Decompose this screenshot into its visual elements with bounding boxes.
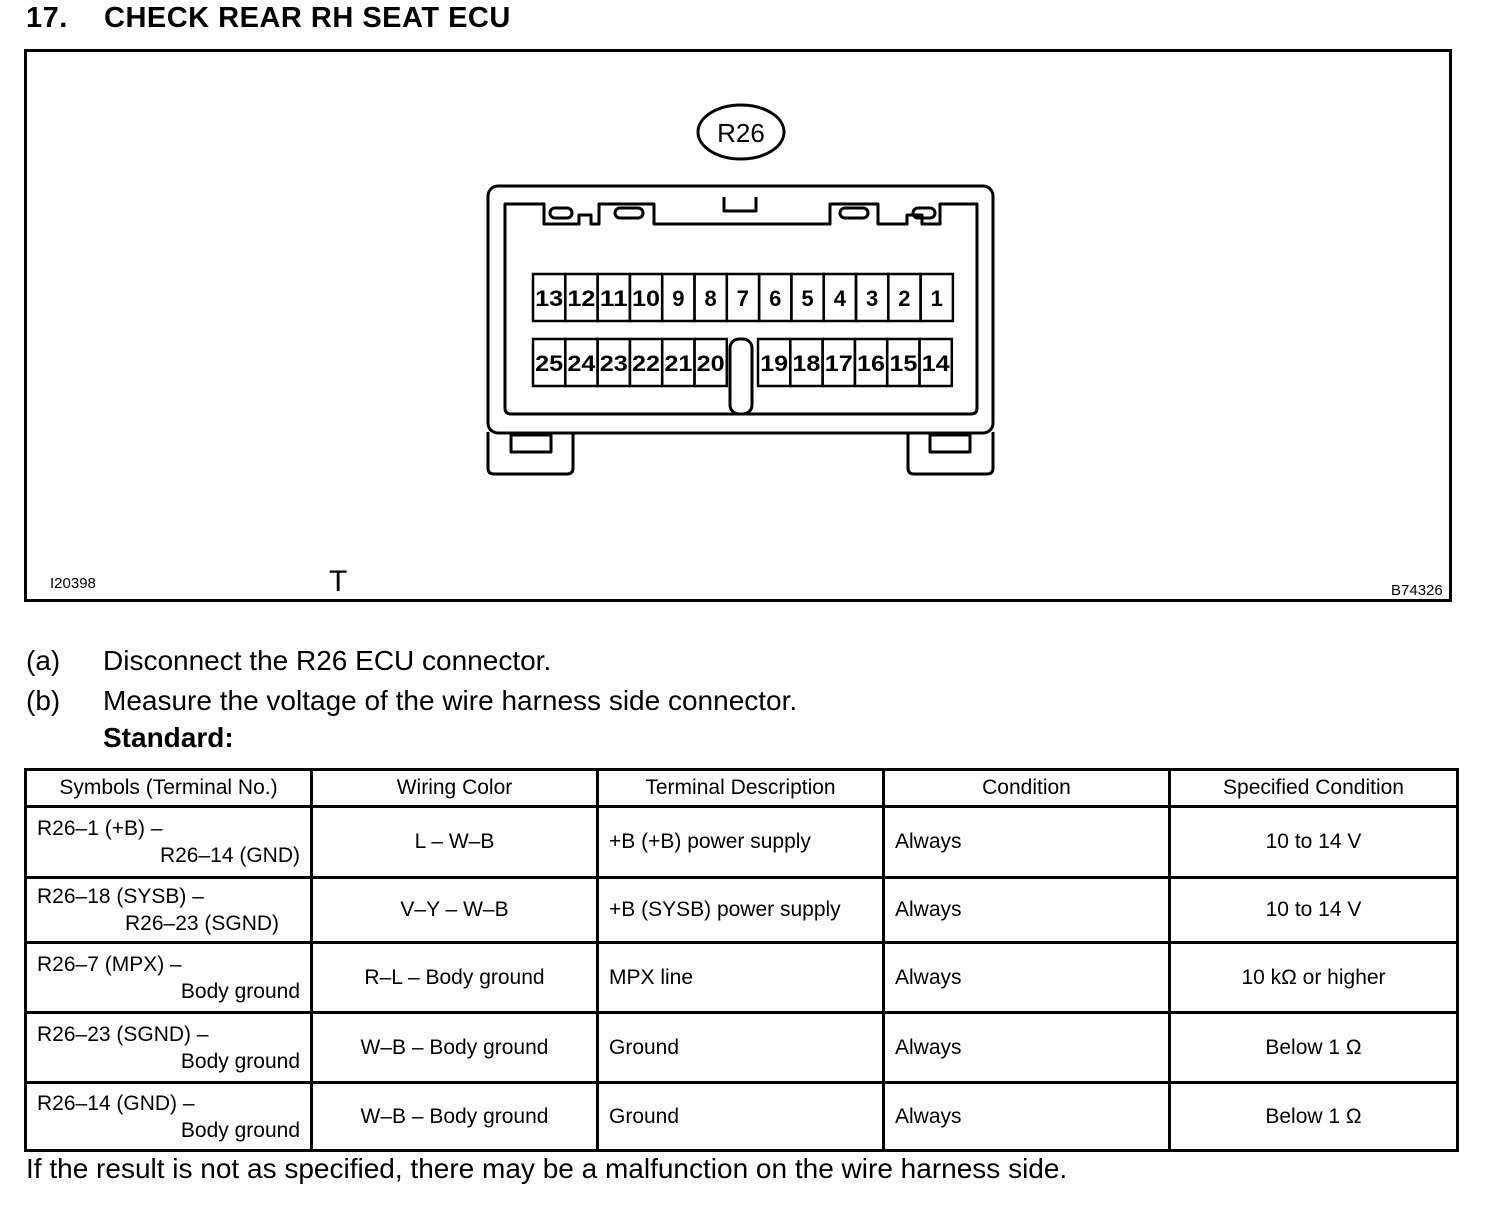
cell-condition: Always — [884, 878, 1170, 943]
terminal-pin-number: 6 — [769, 286, 782, 311]
terminal-pin-number: 4 — [833, 286, 847, 311]
instruction-text: Disconnect the R26 ECU connector. — [103, 645, 552, 676]
terminal-pin-number: 12 — [567, 286, 596, 311]
terminal-pin-number: 16 — [857, 351, 885, 376]
terminal-pin-number: 8 — [704, 286, 717, 311]
header-wiring-color: Wiring Color — [312, 770, 598, 807]
symbol-line-1: R26–7 (MPX) – — [37, 952, 182, 976]
table-row — [26, 1013, 1458, 1083]
cell-wiring-color: W–B – Body ground — [312, 1013, 598, 1083]
top-key-right-1 — [840, 208, 868, 218]
table-row — [26, 1083, 1458, 1151]
cell-description: +B (SYSB) power supply — [598, 878, 884, 943]
cell-description: Ground — [598, 1083, 884, 1151]
terminal-pin-number: 9 — [672, 286, 685, 311]
terminal-pin-number: 15 — [889, 351, 918, 376]
terminal-pin-number: 21 — [664, 351, 693, 376]
connector-label: R26 — [717, 118, 765, 148]
cell-wiring-color: V–Y – W–B — [312, 878, 598, 943]
bottom-latch-right-slot — [930, 435, 970, 452]
cell-description: +B (+B) power supply — [598, 807, 884, 878]
cell-condition: Always — [884, 943, 1170, 1013]
terminal-pin-number: 19 — [760, 351, 789, 376]
symbol-line-2: R26–14 (GND) — [159, 844, 300, 867]
cell-condition: Always — [884, 807, 1170, 878]
terminal-pin-number: 22 — [632, 351, 660, 376]
cell-specified: 10 kΩ or higher — [1170, 943, 1458, 1013]
terminal-pin-number: 18 — [792, 351, 821, 376]
top-center-notch — [724, 197, 756, 211]
terminal-pin-number: 11 — [599, 286, 628, 311]
step-title — [26, 2, 511, 35]
instruction-label: (a) — [26, 645, 61, 676]
header-symbols: Symbols (Terminal No.) — [26, 770, 312, 807]
terminal-pin-number: 7 — [736, 286, 750, 311]
connector-diagram — [27, 52, 1449, 599]
instruction-label: (b) — [26, 685, 61, 716]
cell-wiring-color: L – W–B — [312, 807, 598, 878]
spec-table — [24, 768, 1459, 1152]
cell-symbol — [26, 878, 312, 943]
terminal-pin-number: 24 — [567, 351, 597, 376]
terminal-pin-number: 23 — [599, 351, 628, 376]
table-header-row — [26, 770, 1458, 807]
terminal-pin-number: 13 — [535, 286, 564, 311]
cell-condition: Always — [884, 1013, 1170, 1083]
center-rib — [730, 339, 752, 414]
instruction-text: Measure the voltage of the wire harness side connector. — [103, 685, 798, 716]
table-row — [26, 807, 1458, 878]
cell-specified: 10 to 14 V — [1170, 807, 1458, 878]
terminal-pin-number: 2 — [898, 286, 911, 311]
connector-figure — [24, 49, 1452, 602]
terminal-pin-number: 14 — [921, 351, 951, 376]
cell-symbol — [26, 943, 312, 1013]
cell-specified: 10 to 14 V — [1170, 878, 1458, 943]
symbol-line-1: R26–18 (SYSB) – — [37, 885, 204, 908]
cell-condition: Always — [884, 1083, 1170, 1151]
cell-description: Ground — [598, 1013, 884, 1083]
terminal-pins — [533, 274, 953, 386]
symbol-line-1: R26–23 (SGND) – — [37, 1022, 209, 1046]
result-note: If the result is not as specified, there may be a malfunction on the wire harness side. — [26, 1153, 1068, 1184]
step-number: 17. — [26, 2, 68, 34]
top-key-left-1 — [550, 208, 572, 218]
standard-label: Standard: — [103, 722, 234, 753]
cell-wiring-color: R–L – Body ground — [312, 943, 598, 1013]
terminal-pin-number: 3 — [865, 286, 879, 311]
terminal-pin-number: 17 — [824, 351, 853, 376]
cell-description: MPX line — [598, 943, 884, 1013]
cell-specified: Below 1 Ω — [1170, 1083, 1458, 1151]
top-key-left-2 — [615, 208, 643, 218]
figure-id-right: B74326 — [1391, 582, 1443, 599]
top-key-right-2 — [913, 208, 935, 218]
symbol-line-1: R26–1 (+B) – — [37, 817, 163, 840]
symbol-line-2: Body ground — [180, 1118, 300, 1142]
table-row — [26, 943, 1458, 1013]
symbol-line-2: Body ground — [180, 979, 300, 1003]
figure-mark: T — [329, 565, 348, 598]
terminal-pin-number: 20 — [696, 351, 725, 376]
terminal-pin-number: 25 — [535, 351, 564, 376]
symbol-line-1: R26–14 (GND) – — [37, 1091, 195, 1115]
symbol-line-2: R26–23 (SGND) — [125, 912, 280, 935]
terminal-pin-number: 10 — [632, 286, 660, 311]
figure-id-left: I20398 — [50, 575, 96, 592]
table-row — [26, 878, 1458, 943]
cell-specified: Below 1 Ω — [1170, 1013, 1458, 1083]
terminal-pin-number: 5 — [801, 286, 814, 311]
cell-wiring-color: W–B – Body ground — [312, 1083, 598, 1151]
header-condition: Condition — [884, 770, 1170, 807]
step-title-text: CHECK REAR RH SEAT ECU — [104, 2, 511, 34]
cell-symbol — [26, 807, 312, 878]
symbol-line-2: Body ground — [180, 1049, 300, 1073]
cell-symbol — [26, 1083, 312, 1151]
cell-symbol — [26, 1013, 312, 1083]
bottom-latch-left-slot — [511, 435, 551, 452]
header-terminal-description: Terminal Description — [598, 770, 884, 807]
terminal-pin-number: 1 — [930, 286, 943, 311]
header-specified-condition: Specified Condition — [1170, 770, 1458, 807]
